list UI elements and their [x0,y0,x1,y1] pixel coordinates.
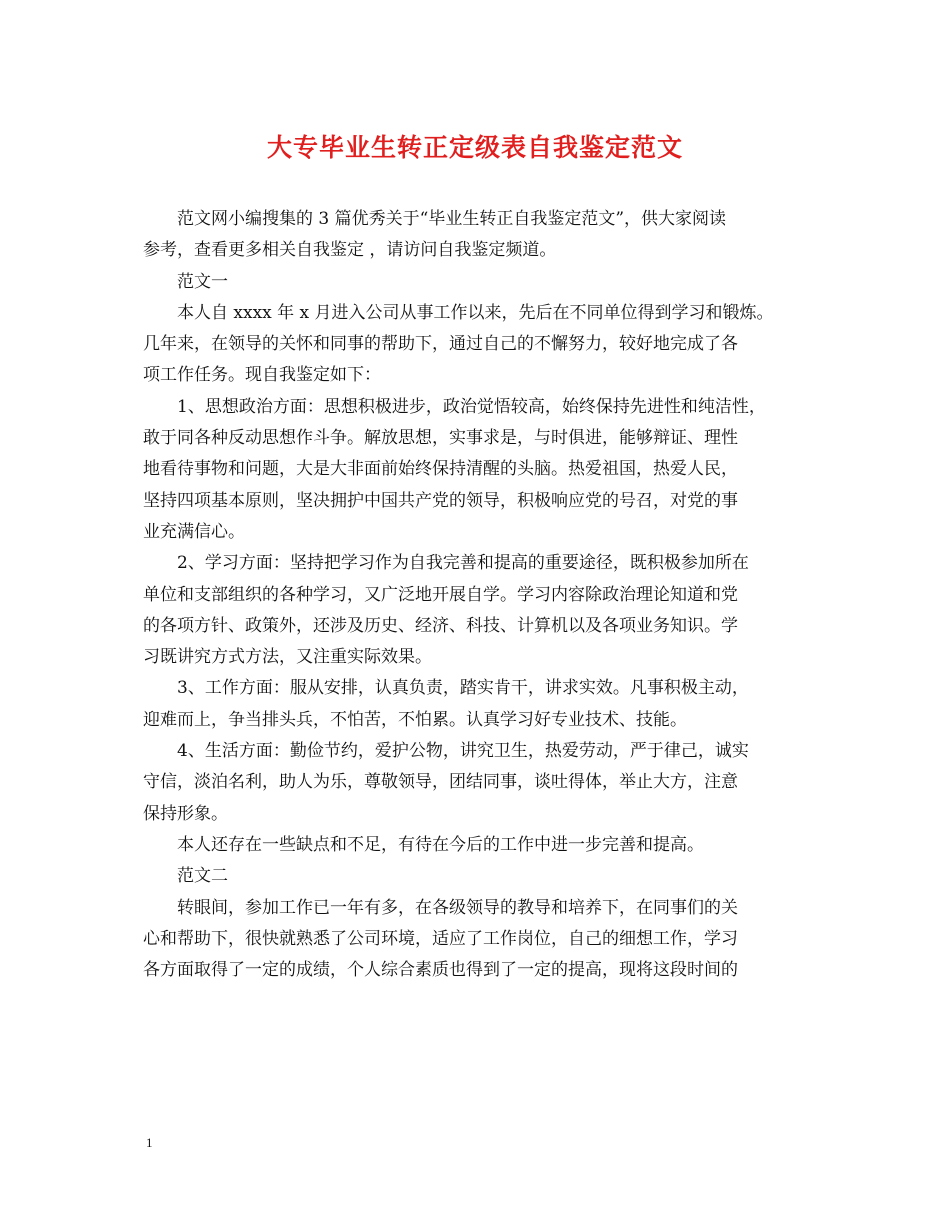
body-line: 习既讲究方式方法，又注重实际效果。 [143,647,432,668]
body-line: 1、思想政治方面：思想积极进步，政治觉悟较高，始终保持先进性和纯洁性， [177,396,766,417]
body-line: 各方面取得了一定的成绩，个人综合素质也得到了一定的提高，现将这段时间的 [143,960,738,981]
body-line: 范文一 [177,271,228,292]
body-line: 单位和支部组织的各种学习，又广泛地开展自学。学习内容除政治理论知道和党 [143,584,738,605]
body-line: 业充满信心。 [143,521,245,542]
body-line: 守信，淡泊名利，助人为乐，尊敬领导，团结同事，谈吐得体，举止大方，注意 [143,772,738,793]
body-line: 地看待事物和问题，大是大非面前始终保持清醒的头脑。热爱祖国，热爱人民， [143,459,738,480]
body-line: 心和帮助下，很快就熟悉了公司环境，适应了工作岗位，自己的细想工作，学习 [143,928,738,949]
body-line: 迎难而上，争当排头兵，不怕苦，不怕累。认真学习好专业技术、技能。 [143,709,687,730]
body-line: 4、生活方面：勤俭节约，爱护公物，讲究卫生，热爱劳动，严于律己，诚实 [177,741,749,762]
page-number: 1 [146,1135,153,1150]
document-body [143,204,811,986]
body-line: 本人自 xxxx 年 x 月进入公司从事工作以来，先后在不同单位得到学习和锻炼。 [177,302,774,323]
body-line: 坚持四项基本原则，坚决拥护中国共产党的领导，积极响应党的号召，对党的事 [143,490,738,511]
body-line: 转眼间，参加工作已一年有多，在各级领导的教导和培养下，在同事们的关 [177,897,738,918]
body-line: 几年来，在领导的关怀和同事的帮助下，通过自己的不懈努力，较好地完成了各 [143,334,738,355]
body-line: 3、工作方面：服从安排，认真负责，踏实肯干，讲求实效。凡事积极主动， [177,678,749,699]
body-line: 范文二 [177,866,228,887]
body-line: 项工作任务。现自我鉴定如下： [143,365,381,386]
body-line: 范文网小编搜集的 3 篇优秀关于“毕业生转正自我鉴定范文”，供大家阅读 [177,209,727,229]
body-line: 的各项方针、政策外，还涉及历史、经济、科技、计算机以及各项业务知识。学 [143,615,738,636]
body-line: 敢于同各种反动思想作斗争。解放思想，实事求是，与时俱进，能够辩证、理性 [143,428,738,449]
body-line: 保持形象。 [143,803,228,824]
body-line: 参考，查看更多相关自我鉴定 ，请访问自我鉴定频道。 [143,240,557,261]
document-title: 大专毕业生转正定级表自我鉴定范文 [266,133,683,162]
body-line: 2、学习方面：坚持把学习作为自我完善和提高的重要途径，既积极参加所在 [177,553,749,574]
body-line: 本人还存在一些缺点和不足，有待在今后的工作中进一步完善和提高。 [177,834,704,855]
